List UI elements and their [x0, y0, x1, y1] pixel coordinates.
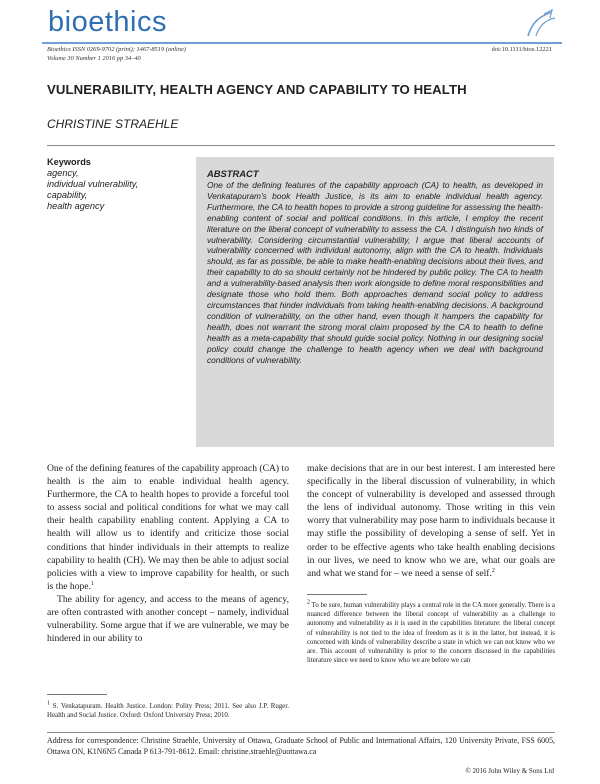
divider [47, 732, 555, 733]
body-paragraph: make decisions that are in our best interest. I am interested here specifically in the liberal discussion of vulnerability, in which the concept of vulnerability is developed and assessed through the lens of individual autonomy. Those writing in this vein worry that vulnerability may pose harm to individuals because it may stifle the possibility of developing a sense of self. Yet in order to be effective agents who take health enabling decisions in our lives, we need to know who we are, what our goals are and what we stand for – we need a sense of self. [307, 463, 555, 579]
keyword-item: capability, [47, 190, 88, 200]
footnote-2 [307, 601, 555, 665]
journal-logo [42, 6, 562, 42]
journal-name: bioethics [48, 6, 167, 38]
divider [47, 145, 555, 146]
article-author: CHRISTINE STRAEHLE [47, 117, 179, 131]
abstract-box [196, 157, 554, 447]
keyword-item: health agency [47, 201, 105, 211]
abstract-text: One of the defining features of the capability approach (CA) to health, as developed in Venkatapuram's book Health Justice, is its aim to enable individual health agency. Furthermore, the CA to health hopes to provide a strong guideline for assessing the health-enabling content of social and political conditions. In this article, I employ the recent literature on the liberal concept of vulnerability to assess the CA. I distinguish two kinds of vulnerability. Considering circumstantial vulnerability, I argue that liberal accounts of vulnerability concerned with individual autonomy, align with the CA to health. Individuals should, as far as possible, be able to make health-enabling decisions about their lives, and their capability to do so should certainly not be hindered by public policy. The CA to health and a vulnerability-based analysis then work alongside to define moral responsibilities and designate those who hold them. Both approaches demand social policy to address circumstances that hinder individuals from taking health-enabling decisions. A background condition of vulnerability, on the other hand, even though it hampers the capability for health, does not warrant the strong moral claim proposed by the CA to health to define health as a meta-capability that should guide social policy. Nothing in our designing social policy could change the challenge to health agency when we deal with background conditions of vulnerability. [207, 180, 543, 365]
footnote-divider [307, 594, 367, 595]
keyword-item: individual vulnerability, [47, 179, 139, 189]
body-paragraph: One of the defining features of the capability approach (CA) to health is the aim to enable individual health agency. Furthermore, the CA to health hopes to provide a forceful tool to assess social and political conditions for what we may call their health capability enabling content. Applying a CA to health will allow us to identify and criticize those social conditions that hinder individuals in their attempts to realize capability to health (CH). We may then be able to adjust social policies with a view to improve capability for health, or such is the hope. [47, 463, 289, 592]
doi[interactable]: doi:10.1111/bioe.12221 [491, 46, 552, 53]
abstract-heading: ABSTRACT [207, 168, 259, 179]
journal-mark-icon [522, 8, 558, 38]
footnote-divider [47, 694, 107, 695]
keyword-item: agency, [47, 168, 79, 178]
issn-line: Bioethics ISSN 0269-9702 (print); 1467-8519 (online) [47, 46, 186, 53]
keywords-block [47, 157, 187, 212]
footnote-text: S. Venkatapuram. Health Justice. London: Polity Press; 2011. See also J.P. Ruger. Health and Social Justice. Oxford: Oxford University Press; 2010. [47, 703, 289, 720]
volume-line: Volume 30 Number 1 2016 pp 34–40 [47, 55, 141, 62]
correspondence-address: Address for correspondence: Christine Straehle, University of Ottawa, Graduate School of Public and International Affairs, 120 University Private, FSS 6005, Ottawa ON, K1N6N5 Canada P 613-791-8612. Email: christine.straehle@uottawa.ca [47, 736, 555, 756]
footnote-1 [47, 702, 289, 720]
footnote-ref[interactable]: 1 [90, 580, 94, 587]
header-color-rule [42, 42, 562, 44]
keywords-heading: Keywords [47, 157, 91, 167]
body-column-right [307, 462, 555, 580]
article-title: VULNERABILITY, HEALTH AGENCY AND CAPABILITY TO HEALTH [47, 82, 467, 97]
footnote-number: 2 [307, 599, 310, 606]
footnote-ref[interactable]: 2 [491, 567, 495, 574]
footnote-text: To be sure, human vulnerability plays a central role in the CA more generally. There is a nuanced difference between the liberal concept of vulnerability as a challenge to autonomy and vulnerability as it is used in the capabilities literature: the liberal concept of vulnerability is not tied to the idea of freedom as it is in the latter, but instead, it is concerned with kinds of vulnerability describe a state in which we can not know who we are. This account of vulnerability is prior to the concern discussed in the capabilities literature since we need to know who we are before we can [307, 602, 555, 665]
body-column-left [47, 462, 289, 645]
footnote-number: 1 [47, 700, 50, 707]
copyright-notice: © 2016 John Wiley & Sons Ltd [465, 767, 554, 775]
body-paragraph: The ability for agency, and access to the means of agency, are often contrasted with another concept – namely, individual vulnerability. Some argue that if we are vulnerable, we may be hindered in our ability to [47, 593, 289, 645]
